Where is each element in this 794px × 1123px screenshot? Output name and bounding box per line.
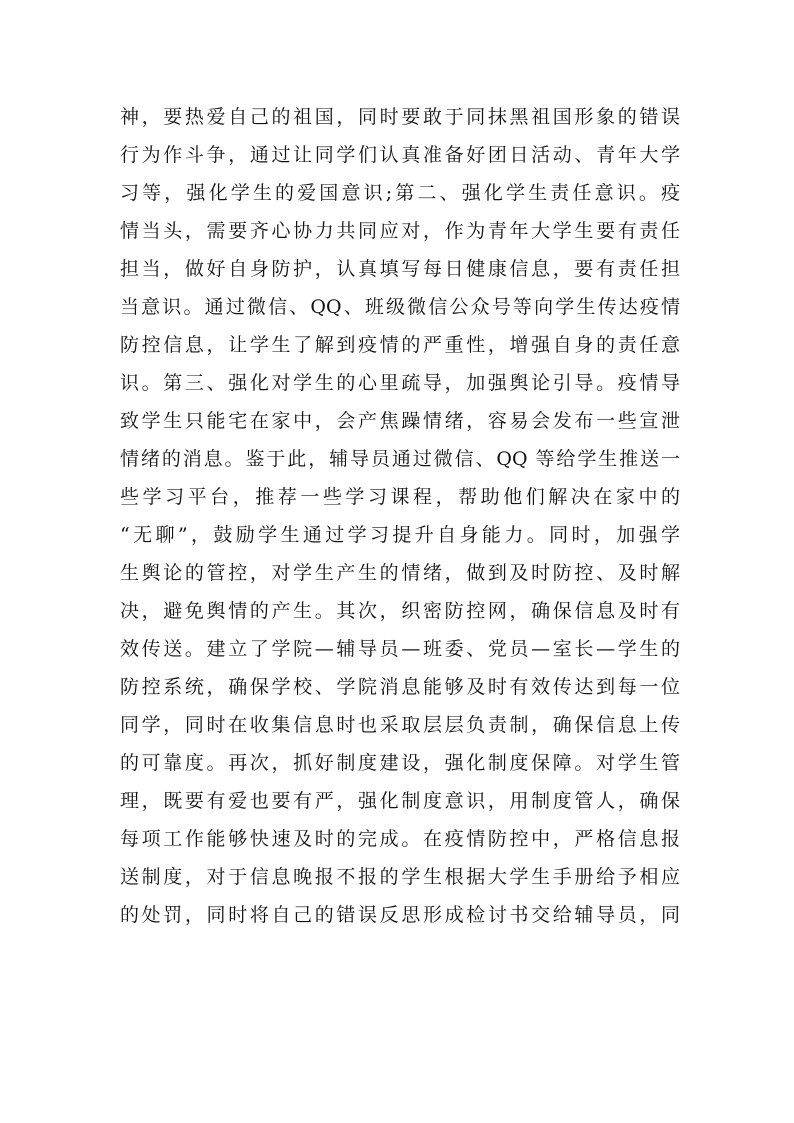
text-line: 每项工作能够快速及时的完成。在疫情防控中，严格信息报 bbox=[120, 828, 680, 850]
text-line: 担当，做好自身防护，认真填写每日健康信息，要有责任担 bbox=[120, 258, 680, 280]
text-line: 防控系统，确保学校、学院消息能够及时有效传达到每一位 bbox=[120, 676, 680, 698]
text-line: 当意识。通过微信、QQ、班级微信公众号等向学生传达疫情 bbox=[120, 296, 680, 318]
text-line: 效传送。建立了学院—辅导员—班委、党员—室长—学生的 bbox=[120, 638, 680, 660]
text-line: 致学生只能宅在家中，会产焦躁情绪，容易会发布一些宣泄 bbox=[120, 410, 680, 432]
text-line: 神，要热爱自己的祖国，同时要敢于同抹黑祖国形象的错误 bbox=[120, 106, 680, 128]
text-line: 习等，强化学生的爱国意识;第二、强化学生责任意识。疫 bbox=[120, 182, 680, 204]
text-line: 的可靠度。再次，抓好制度建设，强化制度保障。对学生管 bbox=[120, 752, 680, 774]
text-line: 防控信息，让学生了解到疫情的严重性，增强自身的责任意 bbox=[120, 334, 680, 356]
text-line: 决，避免舆情的产生。其次，织密防控网，确保信息及时有 bbox=[120, 600, 680, 622]
text-line: 的处罚，同时将自己的错误反思形成检讨书交给辅导员，同 bbox=[120, 904, 680, 926]
text-line: 送制度，对于信息晚报不报的学生根据大学生手册给予相应 bbox=[120, 866, 680, 888]
text-line: 些学习平台，推荐一些学习课程，帮助他们解决在家中的 bbox=[120, 486, 680, 508]
text-line: 行为作斗争，通过让同学们认真准备好团日活动、青年大学 bbox=[120, 144, 680, 166]
text-line: 识。第三、强化对学生的心里疏导，加强舆论引导。疫情导 bbox=[120, 372, 680, 394]
text-line: 生舆论的管控，对学生产生的情绪，做到及时防控、及时解 bbox=[120, 562, 680, 584]
text-line: “无聊”，鼓励学生通过学习提升自身能力。同时，加强学 bbox=[120, 524, 680, 546]
text-line: 同学，同时在收集信息时也采取层层负责制，确保信息上传 bbox=[120, 714, 680, 736]
text-line: 理，既要有爱也要有严，强化制度意识，用制度管人，确保 bbox=[120, 790, 680, 812]
text-line: 情绪的消息。鉴于此，辅导员通过微信、QQ 等给学生推送一 bbox=[120, 448, 680, 470]
text-line: 情当头，需要齐心协力共同应对，作为青年大学生要有责任 bbox=[120, 220, 680, 242]
body-text bbox=[120, 98, 680, 934]
